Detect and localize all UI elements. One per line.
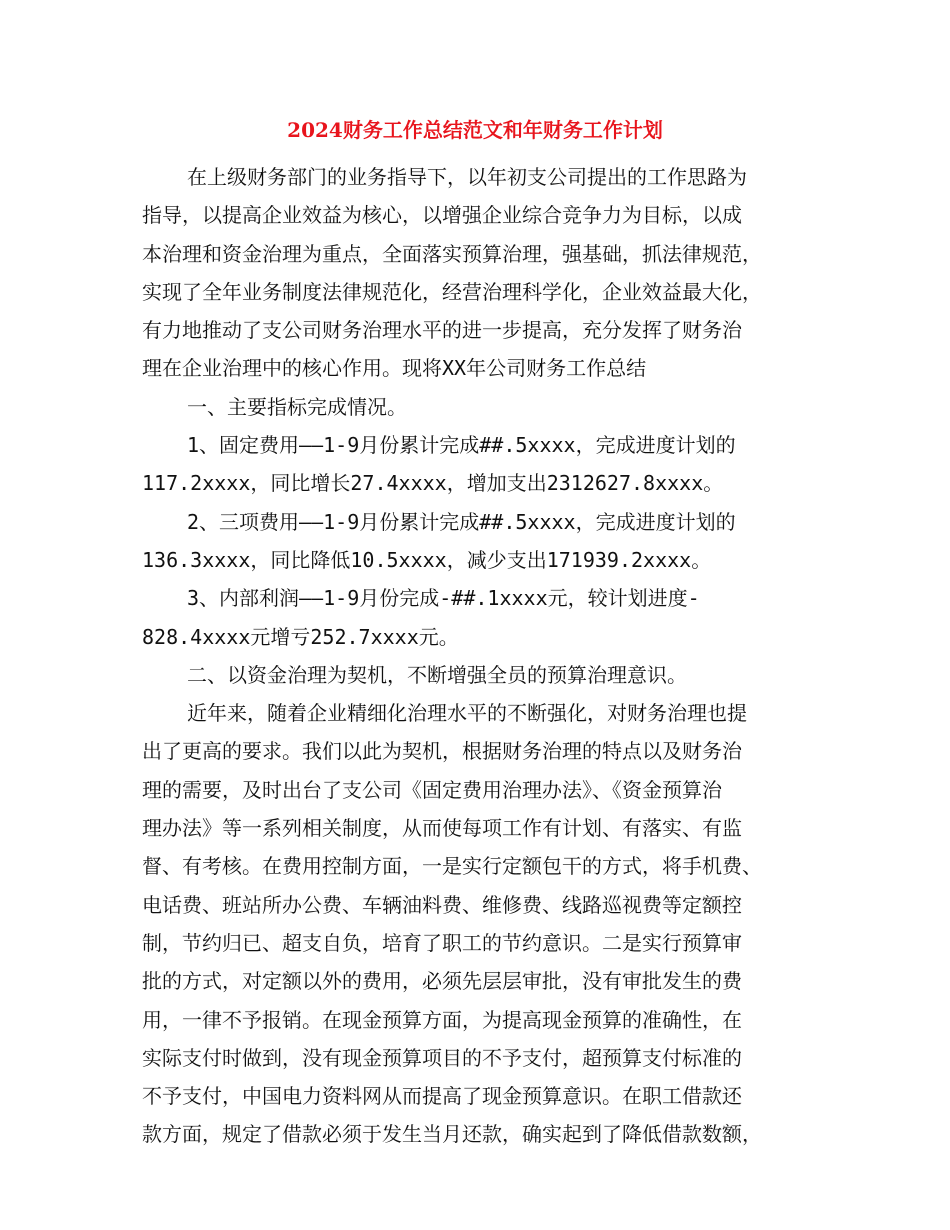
text-line: 制，节约归已、超支自负，培育了职工的节约意识。二是实行预算审 bbox=[142, 930, 742, 955]
text-line: 督、有考核。在费用控制方面，一是实行定额包干的方式，将手机费、 bbox=[142, 854, 762, 879]
text-line: 款方面，规定了借款必须于发生当月还款，确实起到了降低借款数额， bbox=[142, 1122, 762, 1147]
text-line: 实际支付时做到，没有现金预算项目的不予支付，超预算支付标准的 bbox=[142, 1045, 742, 1070]
text-line: 有力地推动了支公司财务治理水平的进一步提高，充分发挥了财务治 bbox=[142, 318, 742, 343]
text-line: 理办法》等一系列相关制度，从而使每项工作有计划、有落实、有监 bbox=[142, 816, 742, 841]
text-line: 一、主要指标完成情况。 bbox=[187, 394, 407, 419]
text-line: 理的需要，及时出台了支公司《固定费用治理办法》、《资金预算治 bbox=[142, 777, 722, 802]
text-line: 指导，以提高企业效益为核心，以增强企业综合竞争力为目标，以成 bbox=[142, 203, 742, 228]
text-line: 实现了全年业务制度法律规范化，经营治理科学化，企业效益最大化， bbox=[142, 279, 762, 304]
text-line: 117.2xxxx，同比增长27.4xxxx，增加支出2312627.8xxxx。 bbox=[142, 471, 724, 496]
text-line: 不予支付，中国电力资料网从而提高了现金预算意识。在职工借款还 bbox=[142, 1084, 742, 1109]
text-line: 2、三项费用——1-9月份累计完成##.5xxxx，完成进度计划的 bbox=[187, 509, 736, 534]
text-line: 828.4xxxx元增亏252.7xxxx元。 bbox=[142, 624, 459, 649]
text-line: 在上级财务部门的业务指导下，以年初支公司提出的工作思路为 bbox=[187, 165, 747, 189]
document-body bbox=[142, 158, 822, 1154]
text-line: 1、固定费用——1-9月份累计完成##.5xxxx，完成进度计划的 bbox=[187, 433, 736, 458]
text-line: 本治理和资金治理为重点，全面落实预算治理，强基础，抓法律规范， bbox=[142, 241, 762, 266]
text-line: 批的方式，对定额以外的费用，必须先层层审批，没有审批发生的费 bbox=[142, 969, 742, 994]
text-line: 3、内部利润——1-9月份完成-##.1xxxx元，较计划进度- bbox=[187, 586, 700, 611]
text-line: 理在企业治理中的核心作用。现将XX年公司财务工作总结 bbox=[142, 356, 647, 381]
text-line: 二、以资金治理为契机，不断增强全员的预算治理意识。 bbox=[187, 662, 687, 687]
text-line: 用，一律不予报销。在现金预算方面，为提高现金预算的准确性，在 bbox=[142, 1007, 742, 1032]
text-line: 136.3xxxx，同比降低10.5xxxx，减少支出171939.2xxxx。 bbox=[142, 547, 712, 572]
text-line: 近年来，随着企业精细化治理水平的不断强化，对财务治理也提 bbox=[187, 701, 747, 726]
text-line: 电话费、班站所办公费、车辆油料费、维修费、线路巡视费等定额控 bbox=[142, 892, 742, 917]
document-title: 2024财务工作总结范文和年财务工作计划 bbox=[287, 118, 663, 142]
text-line: 出了更高的要求。我们以此为契机，根据财务治理的特点以及财务治 bbox=[142, 739, 742, 764]
